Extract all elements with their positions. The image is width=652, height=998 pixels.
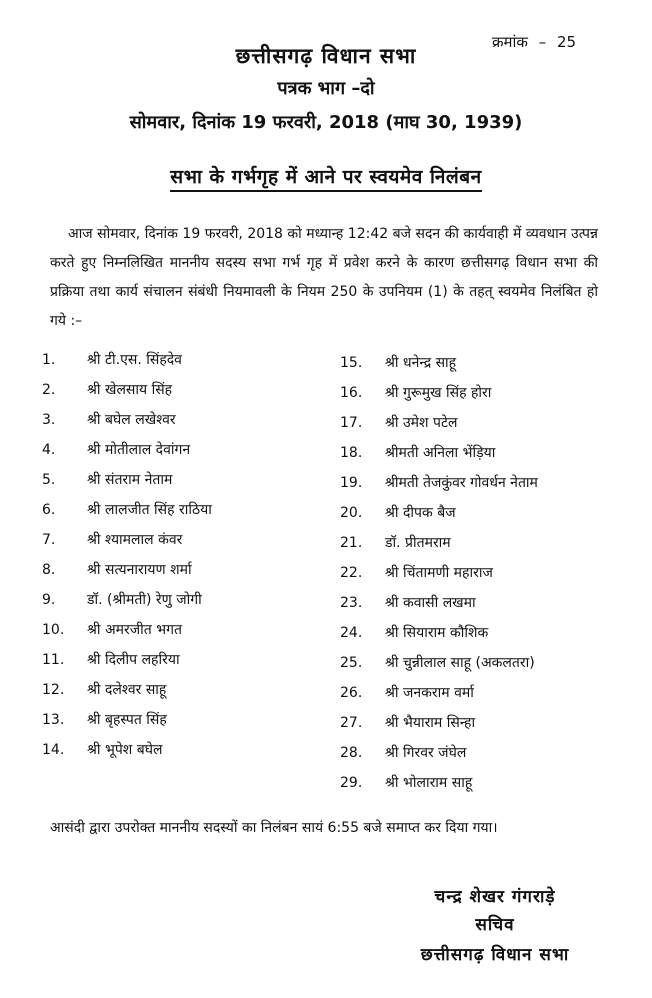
member-item xyxy=(340,408,538,438)
member-name: श्री कवासी लखमा xyxy=(385,595,476,611)
member-number: 29. xyxy=(340,775,363,791)
member-item xyxy=(42,735,212,765)
member-number: 7. xyxy=(42,532,56,548)
members-list-right xyxy=(340,348,538,798)
member-item xyxy=(340,378,538,408)
member-number: 13. xyxy=(42,712,65,728)
member-name: श्री भूपेश बघेल xyxy=(87,742,163,758)
member-number: 19. xyxy=(340,475,363,491)
serial-value: 25 xyxy=(556,33,577,51)
member-number: 14. xyxy=(42,742,65,758)
member-number: 23. xyxy=(340,595,363,611)
member-item xyxy=(340,738,538,768)
member-item xyxy=(42,495,212,525)
member-number: 2. xyxy=(42,382,56,398)
serial-dash: – xyxy=(538,33,547,51)
member-item xyxy=(340,438,538,468)
member-name: श्री खेलसाय सिंह xyxy=(87,382,173,398)
member-item xyxy=(340,708,538,738)
member-number: 5. xyxy=(42,472,56,488)
assembly-title: छत्तीसगढ़ विधान सभा xyxy=(235,44,417,68)
signatory-office: छत्तीसगढ़ विधान सभा xyxy=(420,945,570,965)
member-number: 12. xyxy=(42,682,65,698)
member-item xyxy=(340,678,538,708)
member-item xyxy=(42,585,212,615)
section-heading-text: सभा के गर्भगृह में आने पर स्वयमेव निलंबन xyxy=(170,166,481,192)
serial-label: क्रमांक xyxy=(492,33,528,51)
member-number: 15. xyxy=(340,355,363,371)
member-number: 3. xyxy=(42,412,56,428)
member-number: 18. xyxy=(340,445,363,461)
member-item xyxy=(42,675,212,705)
member-name: श्री मोतीलाल देवांगन xyxy=(87,442,191,458)
member-name: श्री श्यामलाल कंवर xyxy=(87,532,183,548)
member-name: श्री भैयाराम सिन्हा xyxy=(385,715,476,731)
member-number: 4. xyxy=(42,442,56,458)
member-item xyxy=(340,528,538,558)
member-number: 6. xyxy=(42,502,56,518)
bulletin-date: सोमवार, दिनांक 19 फरवरी, 2018 (माघ 30, 1939) xyxy=(129,112,523,133)
member-number: 16. xyxy=(340,385,363,401)
member-item xyxy=(42,375,212,405)
member-number: 9. xyxy=(42,592,56,608)
member-item xyxy=(42,555,212,585)
member-name: श्रीमती अनिला भेंड़िया xyxy=(385,445,496,461)
member-number: 17. xyxy=(340,415,363,431)
member-name: श्री दलेश्वर साहू xyxy=(87,682,167,698)
member-number: 28. xyxy=(340,745,363,761)
member-name: श्री धनेन्द्र साहू xyxy=(385,355,457,371)
member-item xyxy=(42,435,212,465)
member-name: श्री सत्यनारायण शर्मा xyxy=(87,562,192,578)
signatory-designation: सचिव xyxy=(475,915,515,935)
member-name: श्री बृहस्पत सिंह xyxy=(87,712,167,728)
member-name: श्री चुन्नीलाल साहू (अकलतरा) xyxy=(385,655,535,671)
member-item xyxy=(340,468,538,498)
member-name: श्री टी.एस. सिंहदेव xyxy=(87,352,182,368)
member-number: 8. xyxy=(42,562,56,578)
member-number: 27. xyxy=(340,715,363,731)
member-item xyxy=(340,618,538,648)
member-number: 1. xyxy=(42,352,56,368)
member-item xyxy=(340,648,538,678)
member-name: श्री उमेश पटेल xyxy=(385,415,458,431)
member-number: 25. xyxy=(340,655,363,671)
member-name: श्री गुरूमुख सिंह होरा xyxy=(385,385,492,401)
member-name: श्री जनकराम वर्मा xyxy=(385,685,474,701)
member-item xyxy=(42,465,212,495)
member-name: डॉ. (श्रीमती) रेणु जोगी xyxy=(87,592,202,608)
bulletin-part: पत्रक भाग –दो xyxy=(277,78,375,99)
member-item xyxy=(42,645,212,675)
member-number: 22. xyxy=(340,565,363,581)
member-number: 10. xyxy=(42,622,65,638)
member-name: श्री लालजीत सिंह राठिया xyxy=(87,502,212,518)
member-name: श्रीमती तेजकुंवर गोवर्धन नेताम xyxy=(385,475,538,491)
member-item xyxy=(340,348,538,378)
member-item xyxy=(340,498,538,528)
member-number: 24. xyxy=(340,625,363,641)
member-name: श्री भोलाराम साहू xyxy=(385,775,473,791)
member-name: श्री बघेल लखेश्वर xyxy=(87,412,176,428)
member-number: 26. xyxy=(340,685,363,701)
closing-note: आसंदी द्वारा उपरोक्त माननीय सदस्यों का निलंबन सायं 6:55 बजे समाप्त कर दिया गया। xyxy=(50,820,498,836)
intro-paragraph: आज सोमवार, दिनांक 19 फरवरी, 2018 को मध्यान्ह 12:42 बजे सदन की कार्यवाही में व्यवधान उत्पन्न करते हुए निम्नलिखित माननीय सदस्य सभा गर्भ गृह में प्रवेश करने के कारण छत्तीसगढ़ विधान सभा की प्रक्रिया तथा कार्य संचालन संबंधी नियमावली के नियम 250 के उपनियम (1) के तहत् स्वयमेव निलंबित हो गये :– xyxy=(50,226,598,329)
member-item xyxy=(340,588,538,618)
member-item xyxy=(42,345,212,375)
members-list-left xyxy=(42,345,212,765)
member-number: 11. xyxy=(42,652,65,668)
signatory-name: चन्द्र शेखर गंगराड़े xyxy=(434,887,556,907)
member-number: 20. xyxy=(340,505,363,521)
member-item xyxy=(42,615,212,645)
member-item xyxy=(42,405,212,435)
member-name: श्री सियाराम कौशिक xyxy=(385,625,489,641)
member-item xyxy=(340,558,538,588)
member-item xyxy=(42,525,212,555)
member-name: डॉ. प्रीतमराम xyxy=(385,535,451,551)
member-name: श्री दीपक बैज xyxy=(385,505,456,521)
member-name: श्री संतराम नेताम xyxy=(87,472,173,488)
member-number: 21. xyxy=(340,535,363,551)
member-item xyxy=(340,768,538,798)
member-name: श्री अमरजीत भगत xyxy=(87,622,182,638)
member-name: श्री चिंतामणी महाराज xyxy=(385,565,493,581)
member-item xyxy=(42,705,212,735)
member-name: श्री गिरवर जंघेल xyxy=(385,745,467,761)
section-heading xyxy=(0,163,652,189)
member-name: श्री दिलीप लहरिया xyxy=(87,652,180,668)
